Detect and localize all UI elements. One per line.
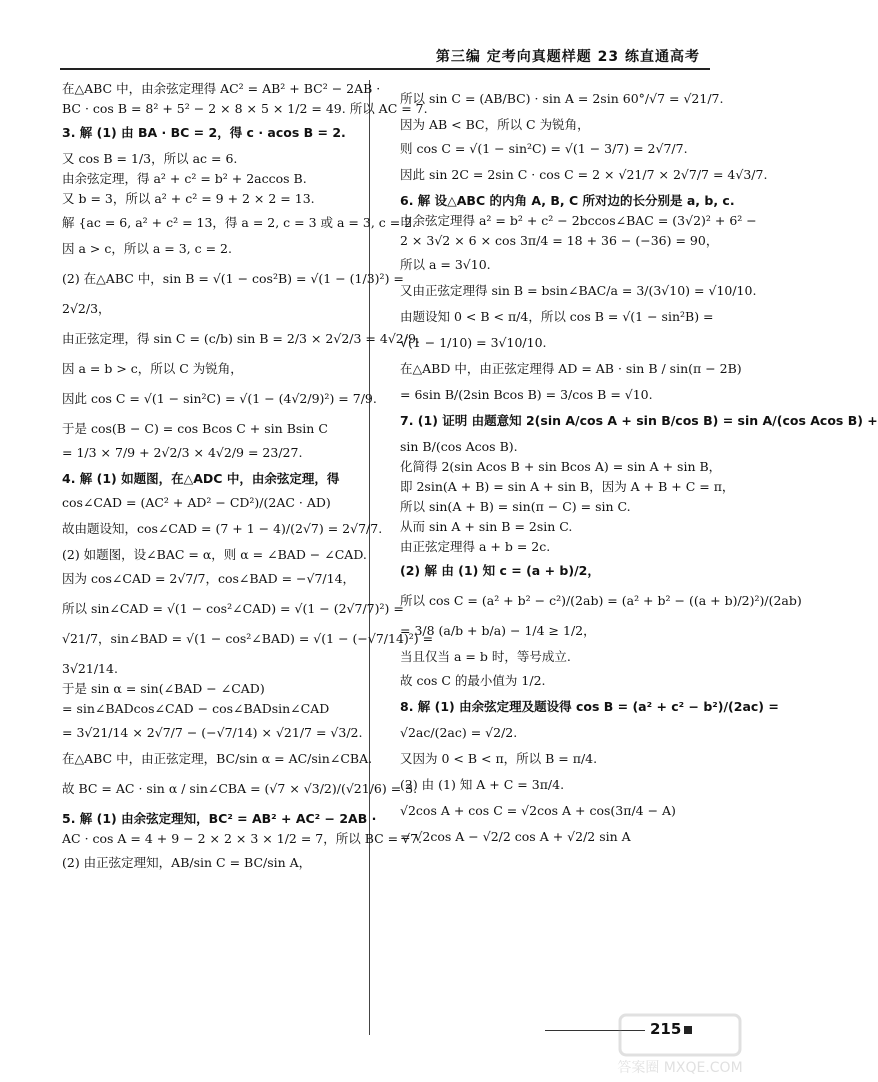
text-line: (2) 在△ABC 中，sin B = √(1 − cos²B) = √(1 − (1/3)²) =: [62, 271, 404, 286]
problem-heading: 6. 解 设△ABC 的内角 A, B, C 所对边的长分别是 a, b, c.: [400, 193, 735, 208]
text-line: √2cos A + cos C = √2cos A + cos(3π/4 − A): [400, 803, 676, 818]
text-line: = 1/3 × 7/9 + 2√2/3 × 4√2/9 = 23/27.: [62, 445, 303, 460]
text-line: 于是 sin α = sin(∠BAD − ∠CAD): [62, 681, 265, 696]
text-line: 又 b = 3，所以 a² + c² = 9 + 2 × 2 = 13.: [62, 191, 315, 206]
text-line: 所以 cos C = (a² + b² − c²)/(2ab) = (a² + b² − ((a + b)/2)²)/(2ab): [400, 593, 802, 608]
text-line: 因 a > c，所以 a = 3, c = 2.: [62, 241, 232, 256]
text-line: 由余弦定理，得 a² + c² = b² + 2accos B.: [62, 171, 307, 186]
text-line: = √2cos A − √2/2 cos A + √2/2 sin A: [400, 829, 631, 844]
text-line: 由余弦定理得 a² = b² + c² − 2bccos∠BAC = (3√2)² + 6² −: [400, 213, 757, 228]
text-line: 故由题设知，cos∠CAD = (7 + 1 − 4)/(2√7) = 2√7/7.: [62, 521, 383, 536]
text-line: √(1 − 1/10) = 3√10/10.: [400, 335, 547, 350]
text-line: 在△ABC 中，由正弦定理，BC/sin α = AC/sin∠CBA.: [62, 751, 373, 766]
text-line: = 3/8 (a/b + b/a) − 1/4 ≥ 1/2，: [400, 623, 596, 638]
text-line: 因此 sin 2C = 2sin C · cos C = 2 × √21/7 × 2√7/7 = 4√3/7.: [400, 167, 768, 182]
text-line: 故 BC = AC · sin α / sin∠CBA = (√7 × √3/2)/(√21/6) = 3.: [62, 781, 418, 796]
text-line: 则 cos C = √(1 − sin²C) = √(1 − 3/7) = 2√7/7.: [400, 141, 688, 156]
text-line: 从而 sin A + sin B = 2sin C.: [400, 519, 573, 534]
text-line: 化简得 2(sin Acos B + sin Bcos A) = sin A + sin B，: [400, 459, 722, 474]
problem-heading: 5. 解 (1) 由余弦定理知，BC² = AB² + AC² − 2AB ·: [62, 811, 377, 826]
text-line: √2ac/(2ac) = √2/2.: [400, 725, 518, 740]
page-header: [60, 28, 710, 70]
text-line: 由正弦定理，得 sin C = (c/b) sin B = 2/3 × 2√2/3 = 4√2/9.: [62, 331, 420, 346]
problem-heading: 4. 解 (1) 如题图，在△ADC 中，由余弦定理，得: [62, 471, 340, 486]
text-line: 由正弦定理得 a + b = 2c.: [400, 539, 551, 554]
text-line: 在△ABD 中，由正弦定理得 AD = AB · sin B / sin(π − 2B): [400, 361, 742, 376]
header-title: 第三编 定考向真题样题 23 练直通高考: [435, 49, 700, 65]
text-line: 由题设知 0 < B < π/4，所以 cos B = √(1 − sin²B) =: [400, 309, 714, 324]
text-line: 因 a = b > c，所以 C 为锐角，: [62, 361, 243, 376]
watermark-logo: [615, 1010, 745, 1080]
problem-heading: 3. 解 (1) 由 BA · BC = 2，得 c · acos B = 2.: [62, 125, 346, 140]
text-line: 2√2/3，: [62, 301, 111, 316]
text-line: 所以 sin C = (AB/BC) · sin A = 2sin 60°/√7 = √21/7.: [400, 91, 724, 106]
text-line: 故 cos C 的最小值为 1/2.: [400, 673, 546, 688]
text-line: 即 2sin(A + B) = sin A + sin B，因为 A + B + C = π，: [400, 479, 735, 494]
text-line: = sin∠BADcos∠CAD − cos∠BADsin∠CAD: [62, 701, 330, 716]
text-line: 于是 cos(B − C) = cos Bcos C + sin Bsin C: [62, 421, 328, 436]
text-line: 所以 a = 3√10.: [400, 257, 491, 272]
text-line: 又由正弦定理得 sin B = bsin∠BAC/a = 3/(3√10) = √10/10.: [400, 283, 757, 298]
text-line: 又因为 0 < B < π，所以 B = π/4.: [400, 751, 598, 766]
text-line: 因此 cos C = √(1 − sin²C) = √(1 − (4√2/9)²) = 7/9.: [62, 391, 377, 406]
text-line: 所以 sin(A + B) = sin(π − C) = sin C.: [400, 499, 631, 514]
text-line: 又 cos B = 1/3，所以 ac = 6.: [62, 151, 238, 166]
problem-heading: 7. (1) 证明 由题意知 2(sin A/cos A + sin B/cos B) = sin A/(cos Acos B) +: [400, 413, 878, 428]
text-line: (2) 由正弦定理知，AB/sin C = BC/sin A，: [62, 855, 312, 870]
text-line: 所以 sin∠CAD = √(1 − cos²∠CAD) = √(1 − (2√7/7)²) =: [62, 601, 404, 616]
problem-heading: (2) 解 由 (1) 知 c = (a + b)/2，: [400, 563, 600, 578]
right-column: [400, 82, 878, 856]
text-line: (2) 由 (1) 知 A + C = 3π/4.: [400, 777, 565, 792]
text-line: 在△ABC 中，由余弦定理得 AC² = AB² + BC² − 2AB ·: [62, 81, 381, 96]
text-line: sin B/(cos Acos B).: [400, 439, 518, 454]
text-line: 解 {ac = 6, a² + c² = 13，得 a = 2, c = 3 或 a = 3, c = 2.: [62, 215, 417, 230]
text-line: 3√21/14.: [62, 661, 118, 676]
text-line: 因为 cos∠CAD = 2√7/7，cos∠BAD = −√7/14，: [62, 571, 356, 586]
text-line: cos∠CAD = (AC² + AD² − CD²)/(2AC · AD): [62, 495, 331, 510]
text-line: 因为 AB < BC，所以 C 为锐角，: [400, 117, 590, 132]
text-line: 2 × 3√2 × 6 × cos 3π/4 = 18 + 36 − (−36) = 90，: [400, 233, 719, 248]
watermark-text: 答案圈 MXQE.COM: [617, 1060, 743, 1076]
text-line: (2) 如题图，设∠BAC = α，则 α = ∠BAD − ∠CAD.: [62, 547, 367, 562]
text-line: BC · cos B = 8² + 5² − 2 × 8 × 5 × 1/2 = 49. 所以 AC = 7.: [62, 101, 428, 116]
page-number-text: 215: [650, 1020, 682, 1038]
text-line: = 3√21/14 × 2√7/7 − (−√7/14) × √21/7 = √3/2.: [62, 725, 363, 740]
text-line: √21/7，sin∠BAD = √(1 − cos²∠BAD) = √(1 − (−√7/14)²) =: [62, 631, 434, 646]
text-line: = 6sin B/(2sin Bcos B) = 3/cos B = √10.: [400, 387, 653, 402]
text-line: 当且仅当 a = b 时，等号成立.: [400, 649, 571, 664]
text-line: AC · cos A = 4 + 9 − 2 × 2 × 3 × 1/2 = 7，所以 BC = √7.: [62, 831, 422, 846]
problem-heading: 8. 解 (1) 由余弦定理及题设得 cos B = (a² + c² − b²)/(2ac) =: [400, 699, 779, 714]
left-column: [62, 81, 434, 882]
